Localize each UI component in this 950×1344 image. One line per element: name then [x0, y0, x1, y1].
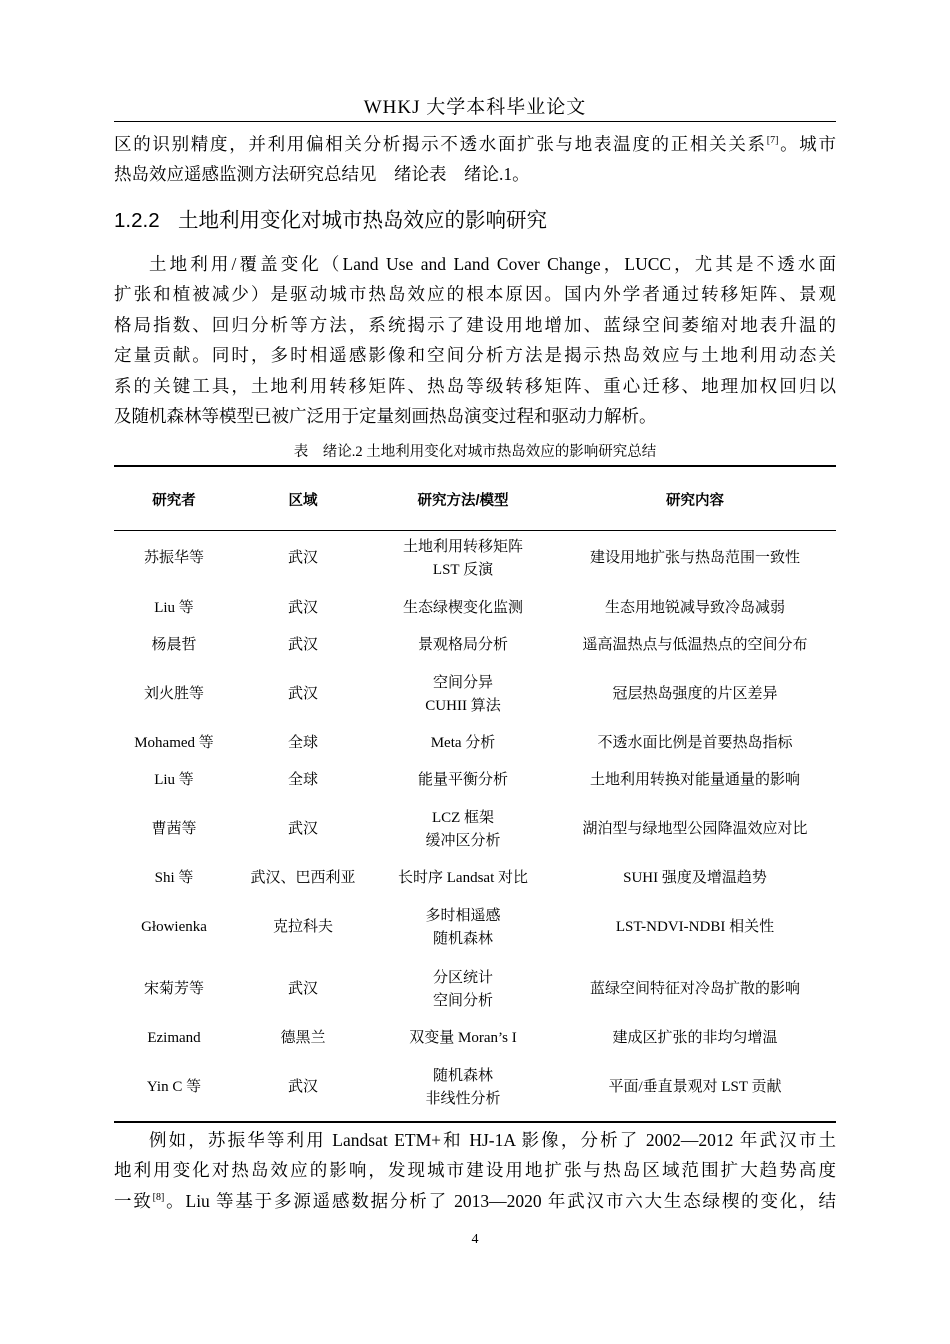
cell-method-line: 分区统计 — [432, 969, 493, 986]
section-number: 1.2.2 — [114, 209, 160, 232]
cell-method — [372, 725, 554, 762]
cell-researcher: Shi 等 — [154, 870, 194, 886]
para2-line — [114, 1186, 836, 1216]
cell-region: 武汉、巴西利亚 — [250, 870, 356, 886]
para1-line: 定量贡献。同时，多时相遥感影像和空间分析方法是揭示热岛效应与土地利用动态关 — [114, 345, 836, 366]
citation-8: [8] — [152, 1191, 165, 1203]
intro-paragraph — [114, 129, 836, 190]
para1-line: 扩张和植被减少）是驱动城市热岛效应的根本原因。国内外学者通过转移矩阵、景观 — [114, 284, 836, 305]
cell-region: 全球 — [287, 772, 318, 788]
section-heading — [114, 203, 547, 233]
cell-content: LST-NDVI-NDBI 相关性 — [615, 919, 775, 935]
table-row — [114, 1021, 836, 1056]
cell-researcher: Głowienka — [141, 919, 207, 935]
running-header: WHKJ 大学本科毕业论文 — [363, 97, 587, 118]
cell-method — [372, 590, 554, 627]
cell-researcher: 苏振华等 — [143, 550, 204, 566]
cell-content: 冠层热岛强度的片区差异 — [612, 686, 778, 702]
cell-method — [372, 860, 554, 897]
para2-line-3-head: 一致 — [114, 1190, 153, 1211]
intro-line-2: 热岛效应遥感监测方法研究总结见 绪论表 绪论.1。 — [114, 164, 530, 185]
paragraph-example — [114, 1125, 836, 1216]
cell-region: 武汉 — [287, 637, 318, 653]
cell-researcher: Ezimand — [147, 1030, 201, 1046]
cell-content: 湖泊型与绿地型公园降温效应对比 — [582, 821, 808, 837]
cell-region: 全球 — [287, 735, 318, 751]
cell-researcher: Yin C 等 — [146, 1079, 202, 1095]
cell-method — [372, 664, 554, 725]
header-method: 研究方法/模型 — [417, 493, 509, 509]
cell-researcher: Mohamed 等 — [134, 735, 214, 751]
cell-region: 武汉 — [287, 1079, 318, 1095]
table-row — [114, 799, 836, 860]
cell-researcher: 曹茜等 — [151, 821, 197, 837]
page-number: 4 — [471, 1232, 479, 1247]
table-header-row — [114, 472, 836, 527]
table-caption: 表 绪论.2 土地利用变化对城市热岛效应的影响研究总结 — [293, 444, 657, 460]
cell-method — [372, 627, 554, 664]
cell-method-line: 双变量 Moran’s I — [409, 1030, 517, 1046]
para1-line: 系的关键工具，土地利用转移矩阵、热岛等级转移矩阵、重心迁移、地理加权回归以 — [114, 375, 836, 396]
header-region: 区域 — [288, 493, 318, 509]
cell-content: 平面/垂直景观对 LST 贡献 — [608, 1079, 782, 1095]
para1-line: 土地利用/覆盖变化（Land Use and Land Cover Change，LUCC，尤其是不透水面 — [149, 254, 836, 274]
table-row — [114, 590, 836, 627]
table-row — [114, 527, 836, 590]
para2-line: 例如，苏振华等利用 Landsat ETM+和 HJ-1A 影像，分析了 2002—2012 年武汉市土 — [149, 1130, 836, 1150]
cell-method-line: 缓冲区分析 — [425, 832, 501, 849]
table-row — [114, 725, 836, 762]
header-rule — [114, 121, 836, 122]
cell-content: 建设用地扩张与热岛范围一致性 — [589, 550, 800, 566]
cell-method-line: 空间分异 — [432, 674, 493, 691]
cell-method-line: 随机森林 — [432, 1067, 493, 1084]
table-row — [114, 958, 836, 1021]
cell-method — [372, 762, 554, 799]
para1-line: 及随机森林等模型已被广泛用于定量刻画热岛演变过程和驱动力解析。 — [114, 405, 657, 426]
table-bottom-rule — [114, 1121, 836, 1123]
paragraph-lucc — [114, 249, 836, 431]
cell-researcher: 宋菊芳等 — [143, 981, 204, 997]
table-row — [114, 627, 836, 664]
cell-content: 不透水面比例是首要热岛指标 — [597, 735, 793, 751]
cell-region: 武汉 — [287, 600, 318, 616]
cell-method-line: LST 反演 — [432, 561, 494, 578]
cell-method — [372, 897, 554, 958]
para2-line-3-tail: 。Liu 等基于多源遥感数据分析了 2013—2020 年武汉市六大生态绿楔的变化，结 — [164, 1190, 836, 1211]
cell-method-line: 能量平衡分析 — [417, 772, 508, 788]
table-row — [114, 860, 836, 897]
cell-method-line: 景观格局分析 — [417, 637, 508, 653]
cell-content: 建成区扩张的非均匀增温 — [612, 1030, 778, 1046]
cell-content: SUHI 强度及增温趋势 — [623, 870, 767, 886]
cell-content: 生态用地锐减导致冷岛减弱 — [604, 600, 785, 616]
cell-content: 遥高温热点与低温热点的空间分布 — [582, 637, 808, 653]
header-researcher: 研究者 — [152, 493, 196, 509]
table-top-rule — [114, 465, 836, 467]
para1-line: 格局指数、回归分析等方法，系统揭示了建设用地增加、蓝绿空间萎缩对地表升温的 — [114, 314, 836, 335]
citation-7: [7] — [766, 135, 779, 146]
cell-method-line: CUHII 算法 — [425, 697, 501, 714]
table-row — [114, 762, 836, 799]
cell-method — [372, 1056, 554, 1119]
intro-line-1-tail: 。城市 — [778, 134, 836, 154]
cell-region: 武汉 — [287, 981, 318, 997]
cell-method-line: 土地利用转移矩阵 — [402, 538, 523, 555]
table-row — [114, 664, 836, 725]
table-row — [114, 1056, 836, 1119]
header-content: 研究内容 — [666, 493, 724, 509]
cell-method-line: 生态绿楔变化监测 — [402, 600, 523, 616]
cell-region: 武汉 — [287, 686, 318, 702]
cell-method — [372, 799, 554, 860]
cell-region: 武汉 — [287, 550, 318, 566]
cell-researcher: Liu 等 — [154, 600, 194, 616]
intro-line-1-text: 区的识别精度，并利用偏相关分析揭示不透水面扩张与地表温度的正相关关系 — [114, 134, 767, 154]
cell-content: 蓝绿空间特征对冷岛扩散的影响 — [589, 981, 800, 997]
cell-method — [372, 958, 554, 1021]
cell-method — [372, 1021, 554, 1056]
cell-method-line: 随机森林 — [432, 930, 493, 947]
cell-researcher: 杨晨哲 — [151, 637, 197, 653]
cell-method-line: LCZ 框架 — [431, 809, 495, 826]
cell-method-line: Meta 分析 — [430, 735, 496, 751]
intro-line-1 — [114, 129, 836, 159]
research-summary-table — [114, 472, 836, 1119]
section-title: 土地利用变化对城市热岛效应的影响研究 — [178, 209, 547, 232]
para2-line: 地利用变化对热岛效应的影响，发现城市建设用地扩张与热岛区域范围扩大趋势高度 — [114, 1160, 836, 1181]
cell-region: 克拉科夫 — [272, 919, 333, 935]
cell-method-line: 多时相遥感 — [425, 907, 501, 924]
table-row — [114, 897, 836, 958]
cell-content: 土地利用转换对能量通量的影响 — [589, 772, 800, 788]
cell-researcher: 刘火胜等 — [143, 686, 204, 702]
cell-method-line: 长时序 Landsat 对比 — [398, 870, 528, 886]
cell-region: 武汉 — [287, 821, 318, 837]
cell-method-line: 非线性分析 — [425, 1090, 501, 1107]
cell-method-line: 空间分析 — [432, 992, 493, 1009]
cell-region: 德黑兰 — [280, 1030, 326, 1046]
cell-method — [372, 527, 554, 590]
cell-researcher: Liu 等 — [154, 772, 194, 788]
